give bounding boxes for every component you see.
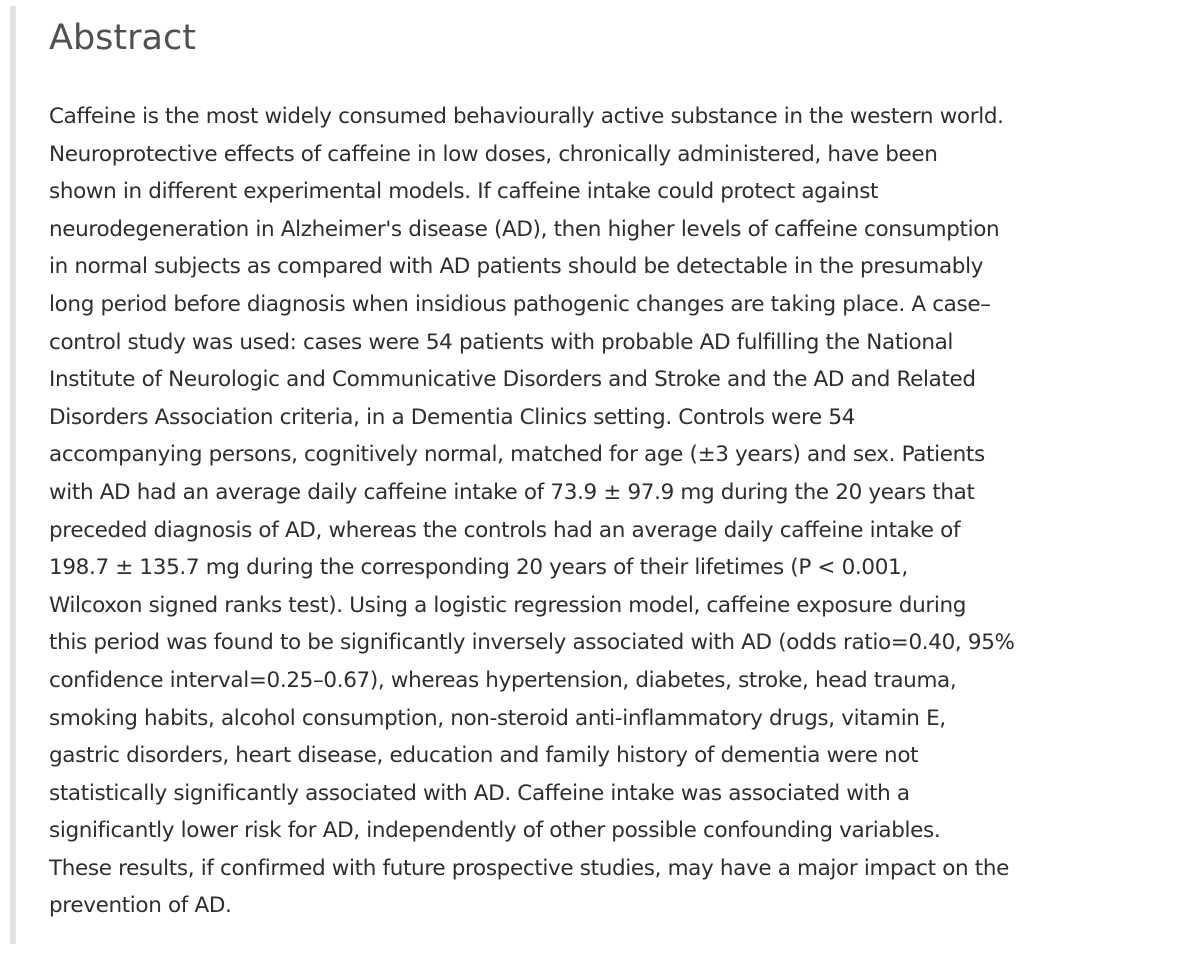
abstract-line: long period before diagnosis when insidious pathogenic changes are taking place. A case– [49, 291, 991, 317]
abstract-line: in normal subjects as compared with AD patients should be detectable in the presumably [49, 254, 984, 280]
abstract-line: significantly lower risk for AD, independently of other possible confounding variables. [49, 818, 941, 844]
abstract-line: statistically significantly associated with AD. Caffeine intake was associated with a [49, 780, 910, 806]
abstract-line: this period was found to be significantly inversely associated with AD (odds ratio=0.40, 95% [49, 630, 1015, 656]
abstract-line: with AD had an average daily caffeine intake of 73.9 ± 97.9 mg during the 20 years that [49, 479, 975, 505]
abstract-line: Wilcoxon signed ranks test). Using a logistic regression model, caffeine exposure during [49, 592, 967, 618]
abstract-line: control study was used: cases were 54 patients with probable AD fulfilling the National [49, 329, 954, 355]
abstract-line: Disorders Association criteria, in a Dementia Clinics setting. Controls were 54 [49, 404, 856, 430]
abstract-line: accompanying persons, cognitively normal, matched for age (±3 years) and sex. Patients [49, 442, 985, 468]
abstract-line: neurodegeneration in Alzheimer's disease (AD), then higher levels of caffeine consumption [49, 216, 1000, 242]
abstract-line: preceded diagnosis of AD, whereas the controls had an average daily caffeine intake of [49, 517, 961, 543]
abstract-line: Institute of Neurologic and Communicative Disorders and Stroke and the AD and Related [49, 367, 976, 393]
abstract-line: 198.7 ± 135.7 mg during the corresponding 20 years of their lifetimes (P < 0.001, [49, 555, 908, 581]
abstract-line: Neuroprotective effects of caffeine in low doses, chronically administered, have been [49, 141, 938, 167]
abstract-line: These results, if confirmed with future prospective studies, may have a major impact on the [49, 855, 1010, 881]
abstract-line: prevention of AD. [49, 893, 232, 919]
abstract-line: confidence interval=0.25–0.67), whereas hypertension, diabetes, stroke, head trauma, [49, 667, 957, 693]
abstract-line: gastric disorders, heart disease, education and family history of dementia were not [49, 743, 919, 769]
abstract-heading: Abstract [49, 18, 196, 58]
abstract-line: shown in different experimental models. If caffeine intake could protect against [49, 179, 879, 205]
abstract-body [49, 98, 1160, 925]
abstract-line: smoking habits, alcohol consumption, non-steroid anti-inflammatory drugs, vitamin E, [49, 705, 946, 731]
abstract-section [10, 6, 1160, 944]
abstract-line: Caffeine is the most widely consumed behaviourally active substance in the western world. [49, 104, 1004, 129]
